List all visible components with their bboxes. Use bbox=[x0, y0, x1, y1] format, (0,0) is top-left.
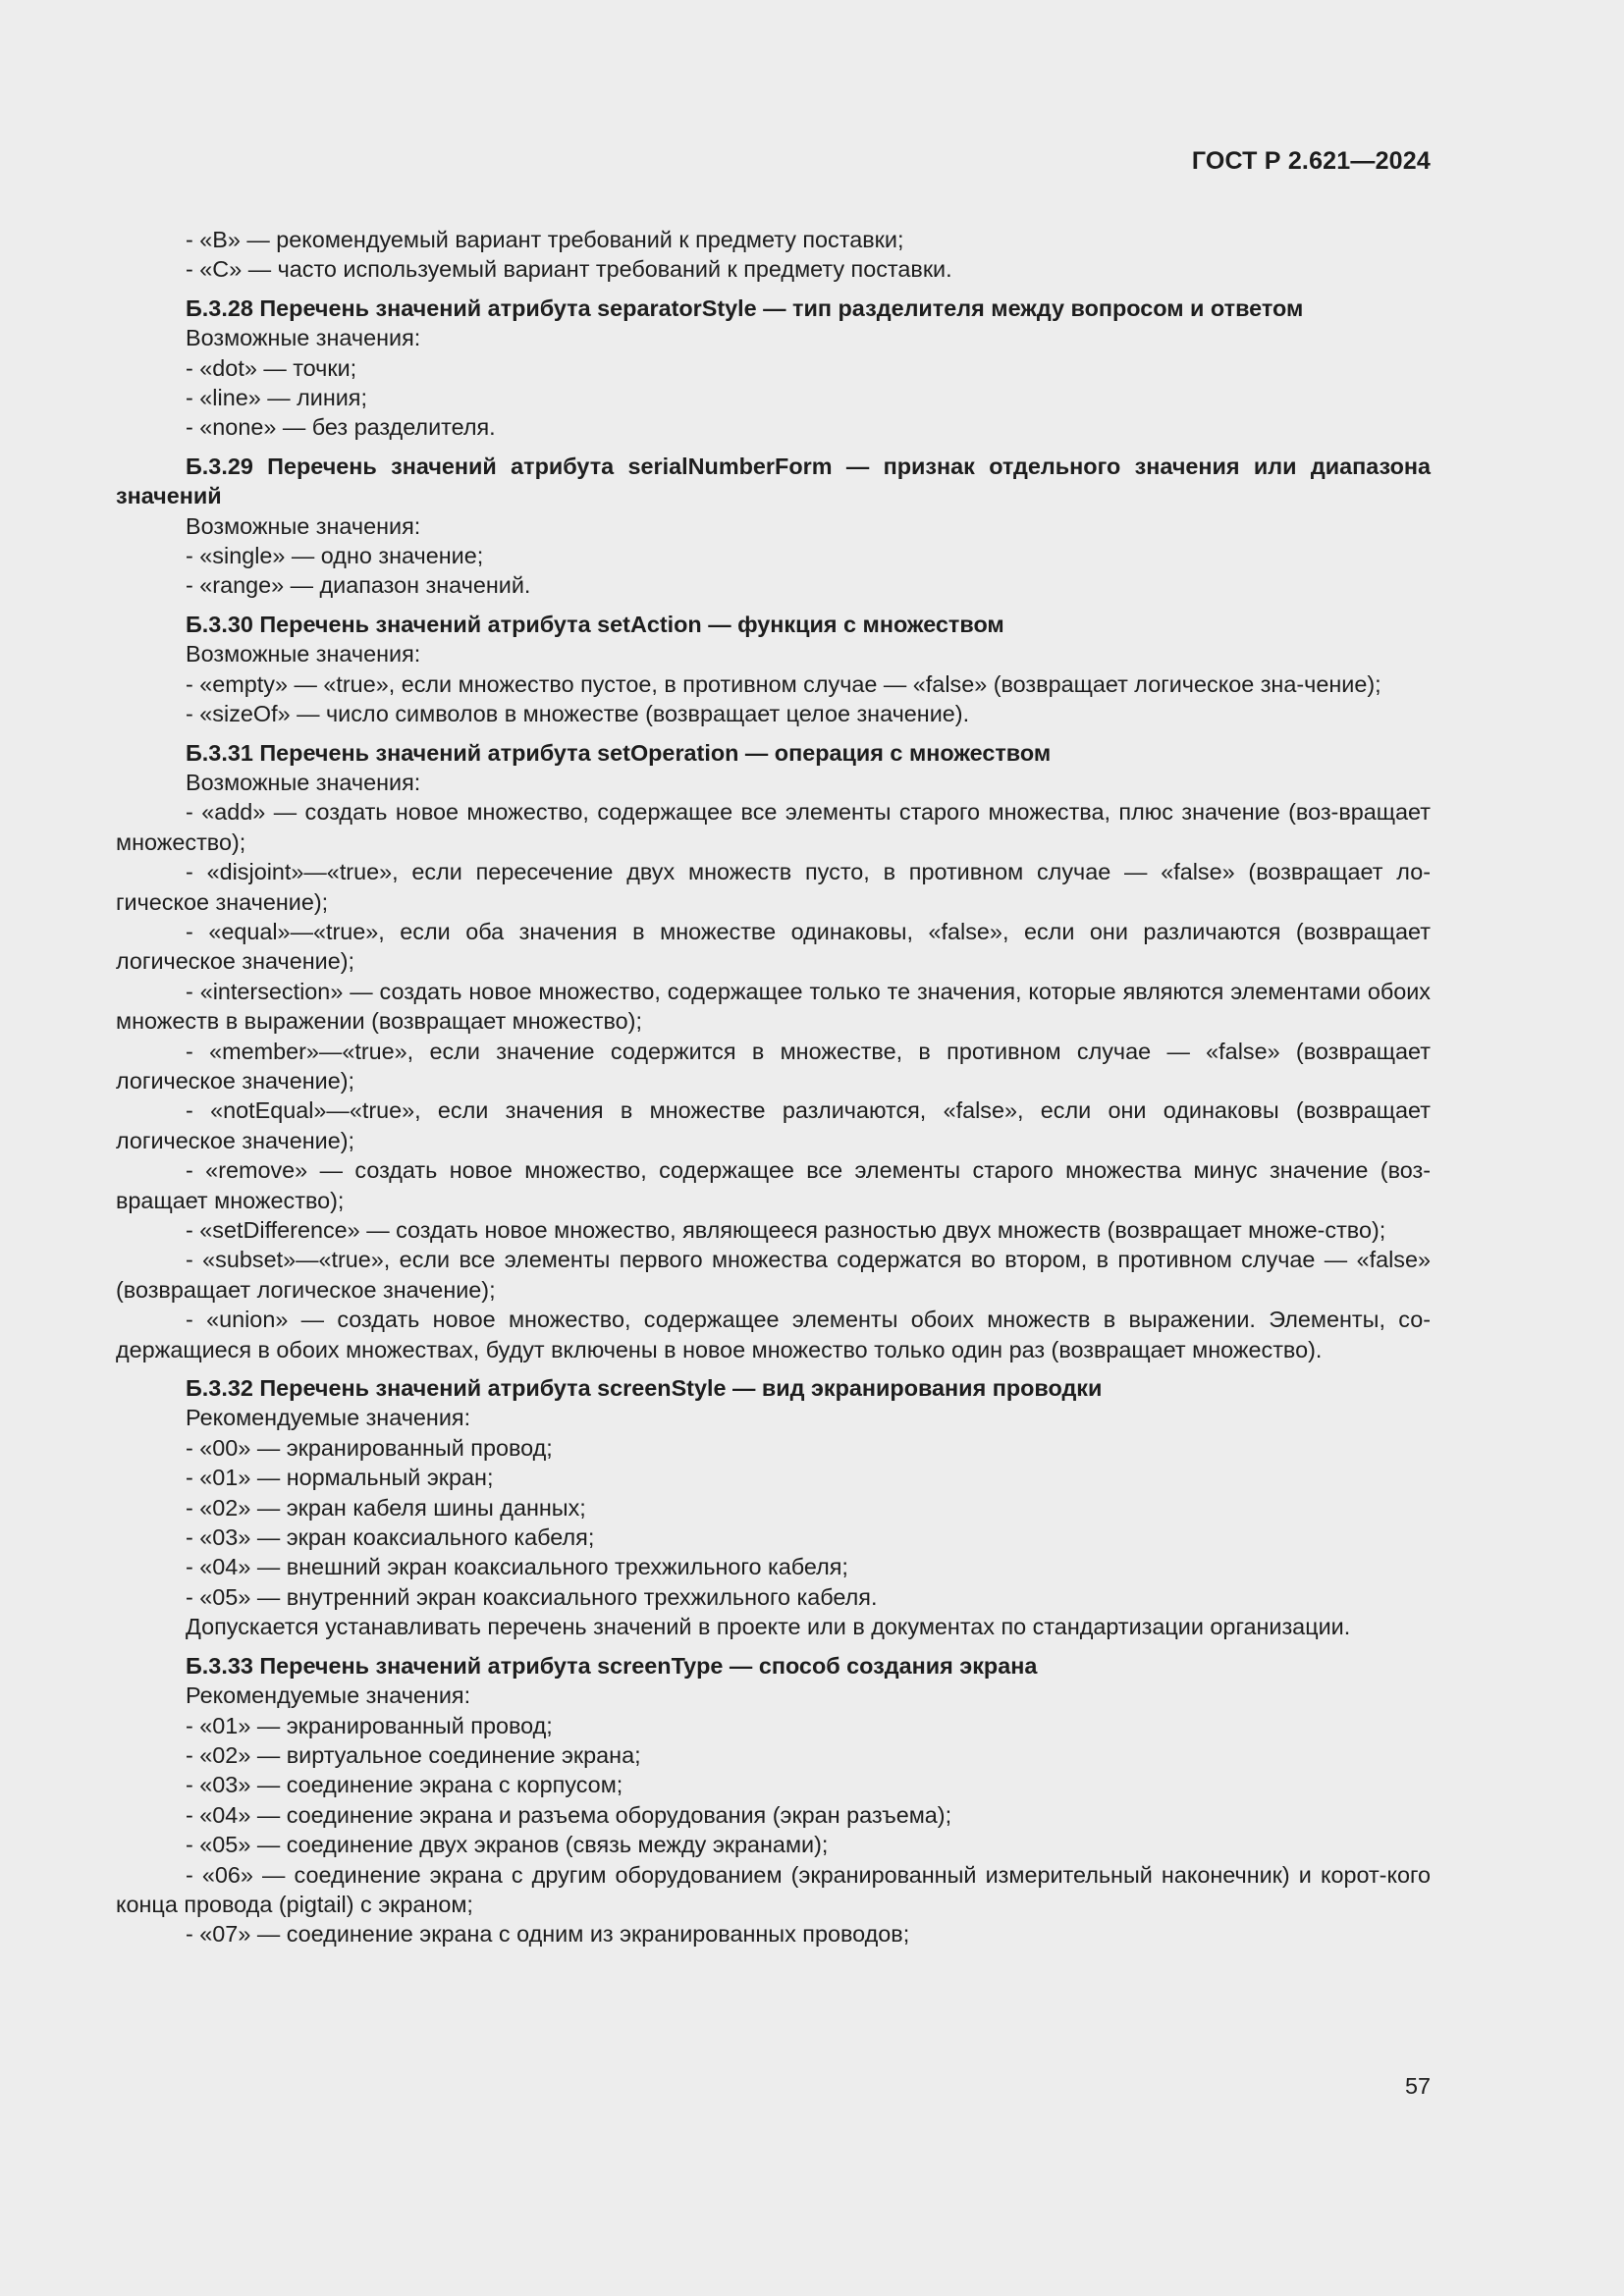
section-heading: Б.3.30 Перечень значений атрибута setAction — функция с множеством bbox=[186, 611, 1004, 637]
list-item: - «07» — соединение экрана с одним из экранированных проводов; bbox=[186, 1921, 910, 1948]
list-item: - «subset»—«true», если все элементы первого множества содержатся во втором, в противном случае — «false» (возвращает логическое значение); bbox=[116, 1247, 1431, 1303]
list-item: - «02» — экран кабеля шины данных; bbox=[186, 1494, 586, 1521]
paragraph: Возможные значения: bbox=[186, 512, 421, 539]
list-item: - «equal»—«true», если оба значения в множестве одинаковы, «false», если они различаются (возвращает логическое значение); bbox=[116, 918, 1431, 975]
list-item: - «disjoint»—«true», если пересечение двух множеств пусто, в противном случае — «false» (возвращает ло-гическое значение); bbox=[116, 859, 1431, 915]
list-item: - «single» — одно значение; bbox=[186, 543, 484, 569]
list-item: - «dot» — точки; bbox=[186, 354, 357, 381]
list-item: - «B» — рекомендуемый вариант требований к предмету поставки; bbox=[186, 227, 904, 252]
paragraph: Допускается устанавливать перечень значений в проекте или в документах по стандартизации организации. bbox=[186, 1614, 1351, 1640]
section-heading: Б.3.32 Перечень значений атрибута screenStyle — вид экранирования проводки bbox=[186, 1375, 1103, 1402]
list-item: - «06» — соединение экрана с другим оборудованием (экранированный измерительный наконечник) и корот-кого конца провода (pigtail) с экраном; bbox=[116, 1861, 1431, 1917]
list-item: - «member»—«true», если значение содержится в множестве, в противном случае — «false» (возвращает логическое значение); bbox=[116, 1038, 1431, 1094]
section-heading: Б.3.31 Перечень значений атрибута setOperation — операция с множеством bbox=[186, 739, 1052, 766]
list-item: - «01» — нормальный экран; bbox=[186, 1465, 494, 1491]
section-heading: Б.3.29 Перечень значений атрибута serialNumberForm — признак отдельного значения или диапазона значений bbox=[116, 453, 1431, 509]
list-item: - «05» — внутренний экран коаксиального трехжильного кабеля. bbox=[186, 1583, 878, 1610]
list-item: - «remove» — создать новое множество, содержащее все элементы старого множества минус значение (воз-вращает множество); bbox=[116, 1157, 1431, 1213]
page-number: 57 bbox=[1404, 2073, 1431, 2099]
section-heading: Б.3.33 Перечень значений атрибута screenType — способ создания экрана bbox=[186, 1652, 1038, 1679]
list-item: - «union» — создать новое множество, содержащее элементы обоих множеств в выражении. Элементы, со-держащиеся в обоих множествах, будут включены в новое множество только один раз (возвращает множество). bbox=[116, 1307, 1431, 1362]
list-item: - «03» — соединение экрана с корпусом; bbox=[186, 1772, 623, 1798]
list-item: - «01» — экранированный провод; bbox=[186, 1712, 553, 1738]
list-item: - «05» — соединение двух экранов (связь между экранами); bbox=[186, 1832, 829, 1858]
document-body bbox=[116, 225, 1431, 1949]
list-item: - «add» — создать новое множество, содержащее все элементы старого множества, плюс значение (воз-вращает множество); bbox=[116, 799, 1431, 855]
list-item: - «sizeOf» — число символов в множестве (возвращает целое значение). bbox=[186, 701, 970, 727]
paragraph: Возможные значения: bbox=[186, 641, 421, 667]
list-item: - «00» — экранированный провод; bbox=[186, 1434, 553, 1461]
section-heading: Б.3.28 Перечень значений атрибута separatorStyle — тип разделителя между вопросом и ответом bbox=[186, 294, 1304, 321]
list-item: - «range» — диапазон значений. bbox=[186, 572, 531, 599]
list-item: - «notEqual»—«true», если значения в множестве различаются, «false», если они одинаковы (возвращает логическое значение); bbox=[116, 1097, 1431, 1153]
list-item: - «04» — внешний экран коаксиального трехжильного кабеля; bbox=[186, 1554, 848, 1580]
document-code: ГОСТ Р 2.621—2024 bbox=[1191, 147, 1431, 175]
paragraph: Возможные значения: bbox=[186, 325, 421, 351]
paragraph: Возможные значения: bbox=[186, 769, 421, 795]
list-item: - «empty» — «true», если множество пустое, в противном случае — «false» (возвращает логическое зна-чение); bbox=[186, 670, 1381, 697]
list-item: - «04» — соединение экрана и разъема оборудования (экран разъема); bbox=[186, 1801, 952, 1828]
list-item: - «C» — часто используемый вариант требований к предмету поставки. bbox=[186, 256, 952, 283]
list-item: - «03» — экран коаксиального кабеля; bbox=[186, 1524, 595, 1551]
list-item: - «intersection» — создать новое множество, содержащее только те значения, которые являются элементами обоих множеств в выражении (возвращает множество); bbox=[116, 978, 1431, 1035]
paragraph: Рекомендуемые значения: bbox=[186, 1682, 471, 1709]
paragraph: Рекомендуемые значения: bbox=[186, 1405, 471, 1431]
list-item: - «line» — линия; bbox=[186, 385, 367, 411]
list-item: - «none» — без разделителя. bbox=[186, 414, 496, 441]
list-item: - «02» — виртуальное соединение экрана; bbox=[186, 1741, 641, 1768]
list-item: - «setDifference» — создать новое множество, являющееся разностью двух множеств (возвращает множе-ство); bbox=[186, 1217, 1386, 1243]
